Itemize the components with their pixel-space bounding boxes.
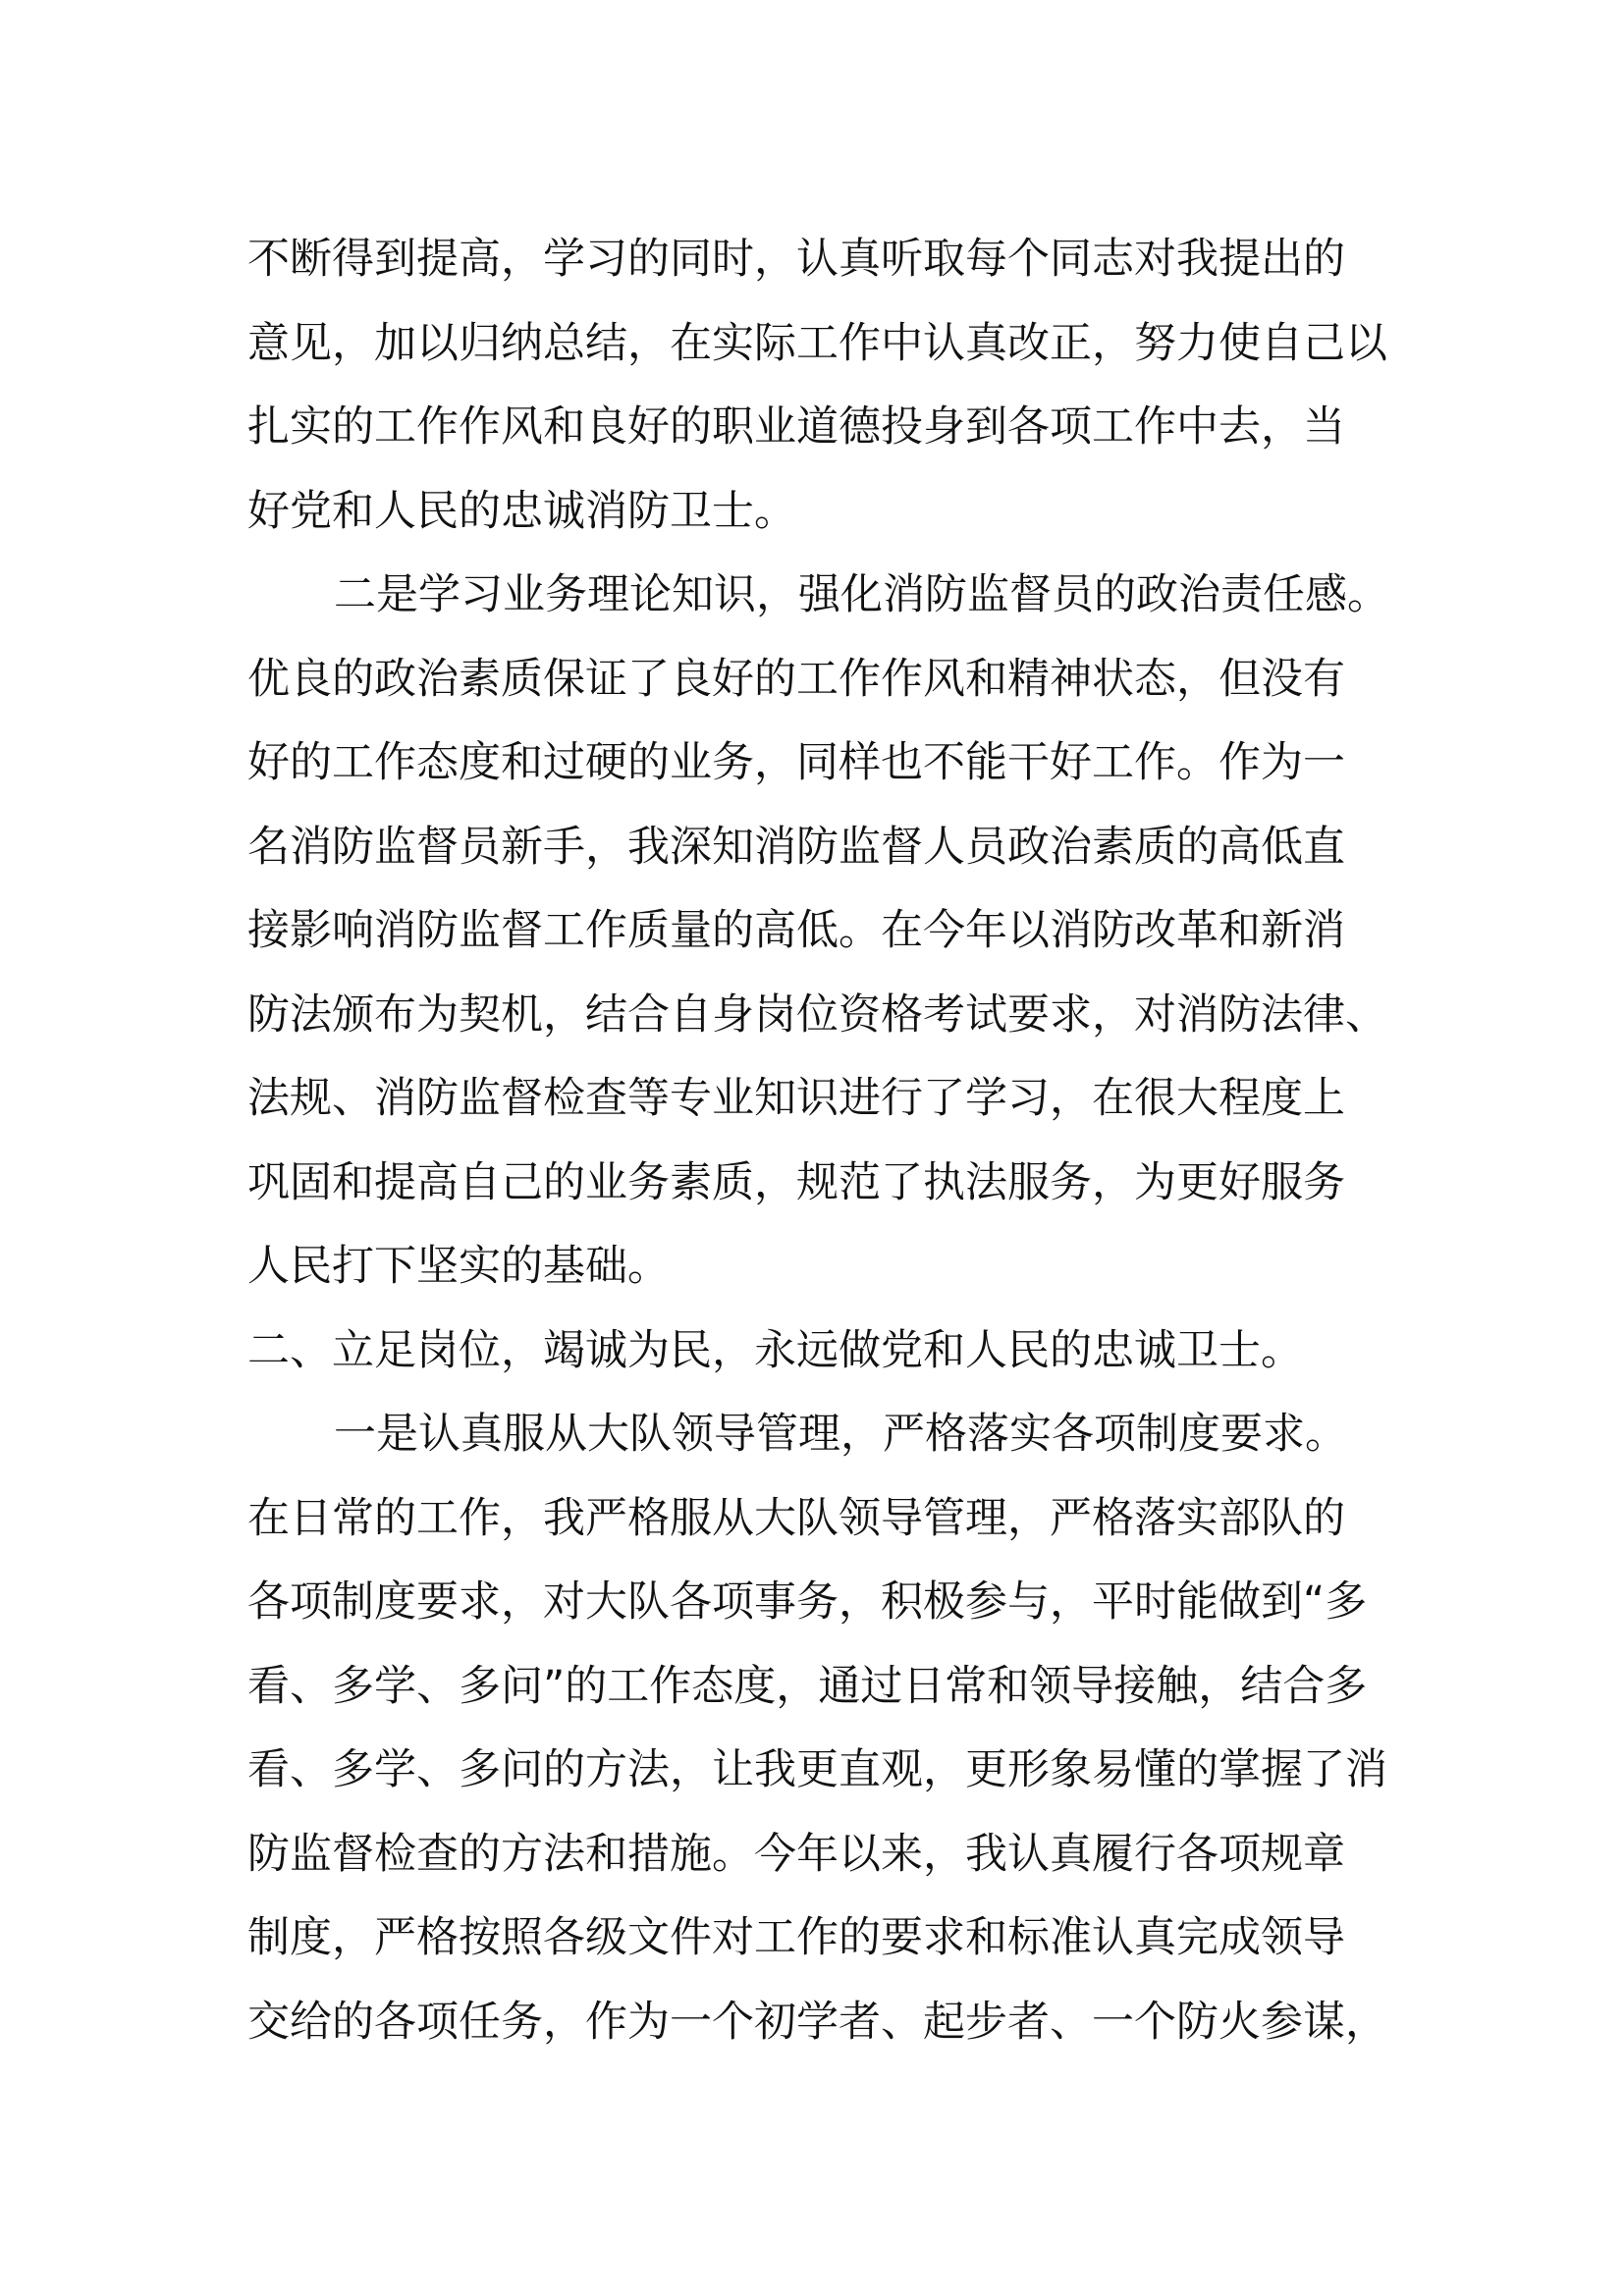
text-line: 扎实的工作作风和良好的职业道德投身到各项工作中去，当 xyxy=(247,402,1345,452)
paragraph-start-line: 二是学习业务理论知识，强化消防监督员的政治责任感。 xyxy=(334,570,1389,619)
text-line: 各项制度要求，对大队各项事务，积极参与，平时能做到“多 xyxy=(247,1577,1368,1627)
text-line: 法规、消防监督检查等专业知识进行了学习，在很大程度上 xyxy=(247,1074,1345,1123)
text-line: 在日常的工作，我严格服从大队领导管理，严格落实部队的 xyxy=(247,1493,1345,1543)
text-line: 优良的政治素质保证了良好的工作作风和精神状态，但没有 xyxy=(247,654,1345,704)
text-line: 看、多学、多问的方法，让我更直观，更形象易懂的掌握了消 xyxy=(247,1745,1387,1794)
text-line: 名消防监督员新手，我深知消防监督人员政治素质的高低直 xyxy=(247,822,1345,872)
body-text xyxy=(247,218,1406,2064)
text-line: 不断得到提高，学习的同时，认真听取每个同志对我提出的 xyxy=(247,235,1345,284)
text-line: 制度，严格按照各级文件对工作的要求和标准认真完成领导 xyxy=(247,1913,1345,1962)
text-line: 意见，加以归纳总结，在实际工作中认真改正，努力使自己以 xyxy=(247,318,1387,368)
text-line: 防法颁布为契机，结合自身岗位资格考试要求，对消防法律、 xyxy=(247,989,1387,1040)
section-heading: 二、立足岗位，竭诚为民，永远做党和人民的忠诚卫士。 xyxy=(247,1325,1303,1375)
text-line: 接影响消防监督工作质量的高低。在今年以消防改革和新消 xyxy=(247,906,1345,955)
text-line: 交给的各项任务，作为一个初学者、起步者、一个防火参谋， xyxy=(247,1997,1387,2047)
text-line: 巩固和提高自己的业务素质，规范了执法服务，为更好服务 xyxy=(247,1157,1345,1207)
paragraph-start-line: 一是认真服从大队领导管理，严格落实各项制度要求。 xyxy=(334,1410,1347,1459)
text-line: 好的工作态度和过硬的业务，同样也不能干好工作。作为一 xyxy=(247,738,1345,787)
text-line: 好党和人民的忠诚消防卫士。 xyxy=(247,486,796,536)
text-line: 看、多学、多问”的工作态度，通过日常和领导接触，结合多 xyxy=(247,1661,1368,1711)
text-line: 防监督检查的方法和措施。今年以来，我认真履行各项规章 xyxy=(247,1829,1345,1879)
text-line: 人民打下坚实的基础。 xyxy=(247,1242,670,1291)
